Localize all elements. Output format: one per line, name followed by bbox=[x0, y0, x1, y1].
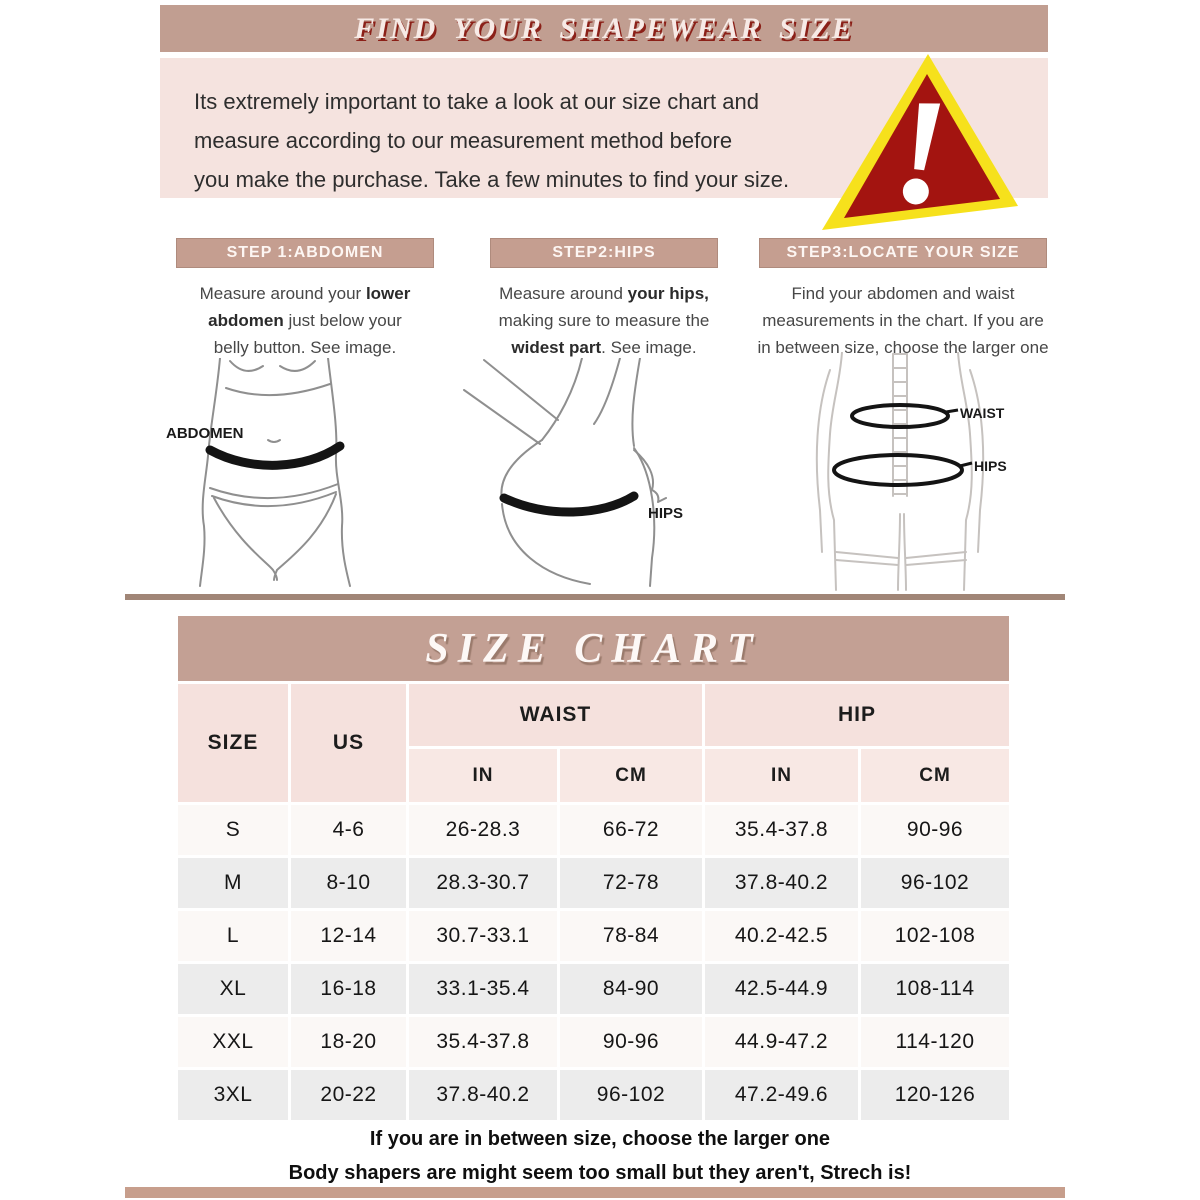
subheader-waist-in: IN bbox=[409, 749, 557, 802]
subheader-hip-cm: CM bbox=[861, 749, 1009, 802]
table-cell-size: M bbox=[178, 858, 288, 908]
step-2-description bbox=[458, 280, 750, 361]
table-cell-us: 8-10 bbox=[291, 858, 406, 908]
table-cell-hip-in: 37.8-40.2 bbox=[705, 858, 858, 908]
size-chart-title: SIZE CHART bbox=[425, 625, 762, 672]
subheader-hip-in: IN bbox=[705, 749, 858, 802]
step-2-text-bold: your hips, bbox=[627, 284, 709, 303]
step-1-text: belly button. See image. bbox=[213, 338, 397, 357]
column-header-us: US bbox=[291, 684, 406, 802]
table-cell-waist-cm: 90-96 bbox=[560, 1017, 702, 1067]
step-3-text: Find your abdomen and waist bbox=[791, 284, 1015, 303]
page-title: FIND YOUR SHAPEWEAR SIZE bbox=[354, 11, 854, 45]
step-1-header: STEP 1:ABDOMEN bbox=[176, 238, 434, 268]
abdomen-figure bbox=[160, 358, 460, 588]
hips-label: HIPS bbox=[648, 505, 684, 522]
step-2-text: . See image. bbox=[601, 338, 697, 357]
table-cell-hip-cm: 90-96 bbox=[861, 805, 1009, 855]
table-cell-us: 20-22 bbox=[291, 1070, 406, 1120]
table-cell-hip-cm: 96-102 bbox=[861, 858, 1009, 908]
table-cell-waist-in: 33.1-35.4 bbox=[409, 964, 557, 1014]
table-cell-waist-cm: 66-72 bbox=[560, 805, 702, 855]
table-cell-waist-cm: 84-90 bbox=[560, 964, 702, 1014]
step-1-text: Measure around your bbox=[199, 284, 366, 303]
section-divider bbox=[125, 594, 1065, 600]
column-header-size: SIZE bbox=[178, 684, 288, 802]
step-3-description bbox=[757, 280, 1049, 361]
table-cell-us: 16-18 bbox=[291, 964, 406, 1014]
table-cell-hip-cm: 114-120 bbox=[861, 1017, 1009, 1067]
step-2-text: Measure around bbox=[499, 284, 628, 303]
table-cell-waist-cm: 96-102 bbox=[560, 1070, 702, 1120]
step-2-header: STEP2:HIPS bbox=[490, 238, 718, 268]
table-cell-size: 3XL bbox=[178, 1070, 288, 1120]
size-chart-table bbox=[178, 684, 1009, 1120]
step-3-section bbox=[757, 238, 1049, 361]
table-cell-size: S bbox=[178, 805, 288, 855]
step-1-text: just below your bbox=[283, 311, 402, 330]
table-cell-hip-in: 35.4-37.8 bbox=[705, 805, 858, 855]
footer-note-2: Body shapers are might seem too small but they aren't, Strech is! bbox=[288, 1162, 912, 1184]
size-chart-header-bar bbox=[178, 616, 1009, 681]
hips-figure bbox=[462, 358, 762, 588]
locate-size-figure bbox=[790, 352, 1090, 592]
table-cell-size: XL bbox=[178, 964, 288, 1014]
table-cell-us: 12-14 bbox=[291, 911, 406, 961]
table-cell-us: 4-6 bbox=[291, 805, 406, 855]
warning-triangle-icon bbox=[818, 52, 1023, 237]
table-cell-hip-in: 47.2-49.6 bbox=[705, 1070, 858, 1120]
table-cell-hip-in: 40.2-42.5 bbox=[705, 911, 858, 961]
subheader-waist-cm: CM bbox=[560, 749, 702, 802]
table-cell-waist-cm: 78-84 bbox=[560, 911, 702, 961]
step-1-text-bold: abdomen bbox=[208, 311, 284, 330]
notice-line: measure according to our measurement method before bbox=[194, 128, 733, 153]
notice-line: Its extremely important to take a look at our size chart and bbox=[194, 89, 759, 114]
step-2-section bbox=[458, 238, 750, 361]
column-header-hip: HIP bbox=[705, 684, 1009, 746]
table-cell-hip-cm: 120-126 bbox=[861, 1070, 1009, 1120]
table-cell-waist-in: 30.7-33.1 bbox=[409, 911, 557, 961]
step-1-section bbox=[159, 238, 451, 361]
table-cell-waist-cm: 72-78 bbox=[560, 858, 702, 908]
abdomen-label: ABDOMEN bbox=[166, 425, 244, 442]
footer-note-1: If you are in between size, choose the larger one bbox=[369, 1128, 831, 1150]
table-cell-size: XXL bbox=[178, 1017, 288, 1067]
table-cell-size: L bbox=[178, 911, 288, 961]
step-2-text: making sure to measure the bbox=[498, 311, 710, 330]
step-1-description bbox=[159, 280, 451, 361]
table-cell-waist-in: 37.8-40.2 bbox=[409, 1070, 557, 1120]
table-cell-hip-in: 42.5-44.9 bbox=[705, 964, 858, 1014]
table-cell-hip-in: 44.9-47.2 bbox=[705, 1017, 858, 1067]
table-cell-waist-in: 35.4-37.8 bbox=[409, 1017, 557, 1067]
step-3-header: STEP3:LOCATE YOUR SIZE bbox=[759, 238, 1047, 268]
step-2-text-bold: widest part bbox=[511, 338, 602, 357]
notice-line: you make the purchase. Take a few minutes to find your size. bbox=[194, 167, 790, 192]
waist-label: WAIST bbox=[960, 405, 1005, 421]
table-cell-hip-cm: 102-108 bbox=[861, 911, 1009, 961]
step-3-text: in between size, choose the larger one bbox=[757, 338, 1049, 357]
hips-label: HIPS bbox=[974, 458, 1007, 474]
column-header-waist: WAIST bbox=[409, 684, 702, 746]
bottom-accent-bar bbox=[125, 1187, 1065, 1198]
table-cell-waist-in: 28.3-30.7 bbox=[409, 858, 557, 908]
step-3-text: measurements in the chart. If you are bbox=[762, 311, 1044, 330]
table-cell-us: 18-20 bbox=[291, 1017, 406, 1067]
table-cell-waist-in: 26-28.3 bbox=[409, 805, 557, 855]
step-1-text-bold: lower bbox=[365, 284, 411, 303]
header-bar bbox=[160, 5, 1048, 52]
table-cell-hip-cm: 108-114 bbox=[861, 964, 1009, 1014]
